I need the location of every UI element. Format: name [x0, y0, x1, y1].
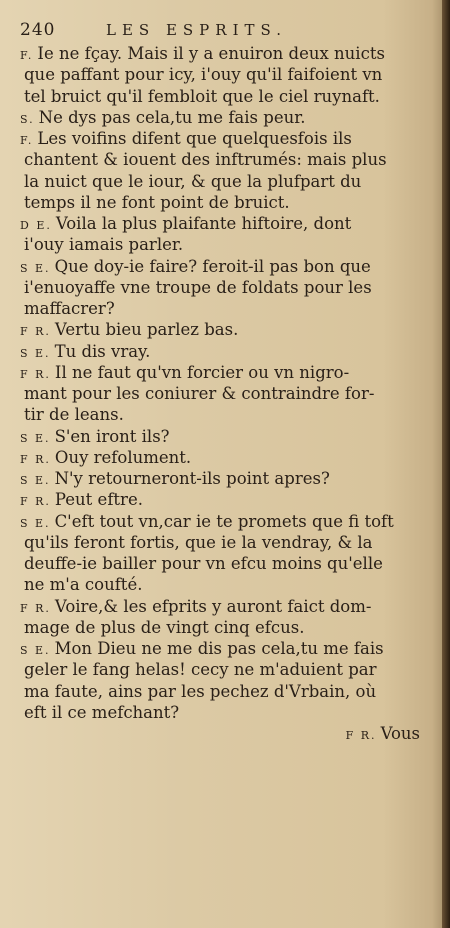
line-text: Vertu bieu parlez bas.	[54, 320, 239, 340]
page-edge-shadow	[442, 0, 450, 928]
text-line	[20, 383, 420, 404]
text-line	[20, 574, 420, 595]
text-line	[20, 511, 420, 532]
text-line	[20, 256, 420, 277]
text-line	[20, 107, 420, 128]
speaker-label: S.	[20, 112, 35, 126]
line-text: la nuict que le iour, & que la plufpart du	[24, 171, 362, 191]
speaker-label: S E.	[20, 431, 51, 445]
text-line	[20, 596, 420, 617]
text-line	[20, 659, 420, 680]
text-line	[20, 638, 420, 659]
speaker-label: F R.	[20, 452, 51, 466]
line-text: chantent & iouent des inftrumés: mais plus	[24, 150, 387, 170]
text-line	[20, 234, 420, 255]
line-text: S'en iront ils?	[54, 426, 170, 446]
line-text: Tu dis vray.	[54, 341, 151, 361]
line-text: i'enuoyaffe vne troupe de foldats pour les	[24, 277, 372, 297]
line-text: Peut eftre.	[54, 490, 143, 510]
line-text: que paffant pour icy, i'ouy qu'il faifoient vn	[24, 65, 383, 85]
speaker-label: S E.	[20, 346, 51, 360]
text-line	[20, 128, 420, 149]
line-text: ma faute, ains par les pechez d'Vrbain, où	[24, 681, 377, 701]
catchword-speaker: F R.	[345, 729, 377, 742]
text-line	[20, 404, 420, 425]
line-text: mage de plus de vingt cinq efcus.	[24, 617, 305, 637]
text-line	[20, 553, 420, 574]
speaker-label: F R.	[20, 495, 51, 509]
text-line	[20, 489, 420, 510]
line-text: temps il ne font point de bruict.	[24, 192, 290, 212]
page-number: 240	[20, 20, 56, 40]
text-line	[20, 468, 420, 489]
line-text: Il ne faut qu'vn forcier ou vn nigro-	[54, 362, 350, 382]
line-text: mant pour les coniurer & contraindre for-	[24, 384, 375, 403]
text-line	[20, 681, 420, 702]
text-line	[20, 64, 420, 85]
text-line	[20, 341, 420, 362]
speaker-label: F R.	[20, 325, 51, 339]
text-line	[20, 426, 420, 447]
line-text: tir de leans.	[24, 405, 124, 425]
speaker-label: S E.	[20, 261, 51, 275]
line-text: Ouy refolument.	[54, 447, 192, 467]
line-text: geler le fang helas! cecy ne m'aduient par	[24, 660, 377, 680]
text-line	[20, 447, 420, 468]
dialogue-text	[20, 43, 420, 744]
line-text: Que doy-ie faire? feroit-il pas bon que	[54, 256, 371, 276]
catchword-text: Vous	[380, 724, 420, 743]
line-text: tel bruict qu'il fembloit que le ciel ruynaft.	[24, 86, 380, 106]
text-line	[20, 171, 420, 192]
speaker-label: F.	[20, 134, 34, 147]
text-line	[20, 532, 420, 553]
text-line	[20, 277, 420, 298]
speaker-label: S E.	[20, 516, 51, 530]
speaker-label: F.	[20, 49, 34, 62]
line-text: Voila la plus plaifante hiftoire, dont	[55, 214, 352, 233]
line-text: deuffe-ie bailler pour vn efcu moins qu'elle	[24, 554, 383, 573]
text-line	[20, 149, 420, 170]
line-text: Voire,& les efprits y auront faict dom-	[54, 596, 372, 616]
text-line	[20, 298, 420, 319]
speaker-label: S E.	[20, 474, 51, 487]
speaker-label: F R.	[20, 367, 51, 381]
speaker-label: S E.	[20, 644, 51, 657]
catchword-line	[20, 723, 420, 744]
line-text: Ie ne fçay. Mais il y a enuiron deux nuicts	[37, 44, 385, 63]
line-text: Ne dys pas cela,tu me fais peur.	[38, 107, 306, 127]
text-line	[20, 617, 420, 638]
speaker-label: F R.	[20, 601, 51, 615]
text-line	[20, 702, 420, 723]
speaker-label: D E.	[20, 219, 52, 232]
line-text: C'eft tout vn,car ie te promets que fi toft	[54, 511, 394, 531]
text-line	[20, 213, 420, 234]
line-text: ne m'a coufté.	[24, 575, 143, 595]
running-title: LES ESPRITS.	[106, 21, 288, 39]
text-line	[20, 362, 420, 383]
text-line	[20, 192, 420, 213]
line-text: Mon Dieu ne me dis pas cela,tu me fais	[54, 639, 384, 658]
line-text: i'ouy iamais parler.	[24, 235, 184, 255]
line-text: eft il ce mefchant?	[24, 702, 180, 722]
text-line	[20, 43, 420, 64]
text-line	[20, 86, 420, 107]
text-line	[20, 319, 420, 340]
line-text: Les voifins difent que quelquesfois ils	[37, 129, 352, 148]
line-text: maffacrer?	[24, 299, 115, 318]
line-text: qu'ils feront fortis, que ie la vendray, & la	[24, 532, 373, 552]
page-header	[20, 20, 420, 42]
line-text: N'y retourneront-ils point apres?	[54, 469, 330, 488]
